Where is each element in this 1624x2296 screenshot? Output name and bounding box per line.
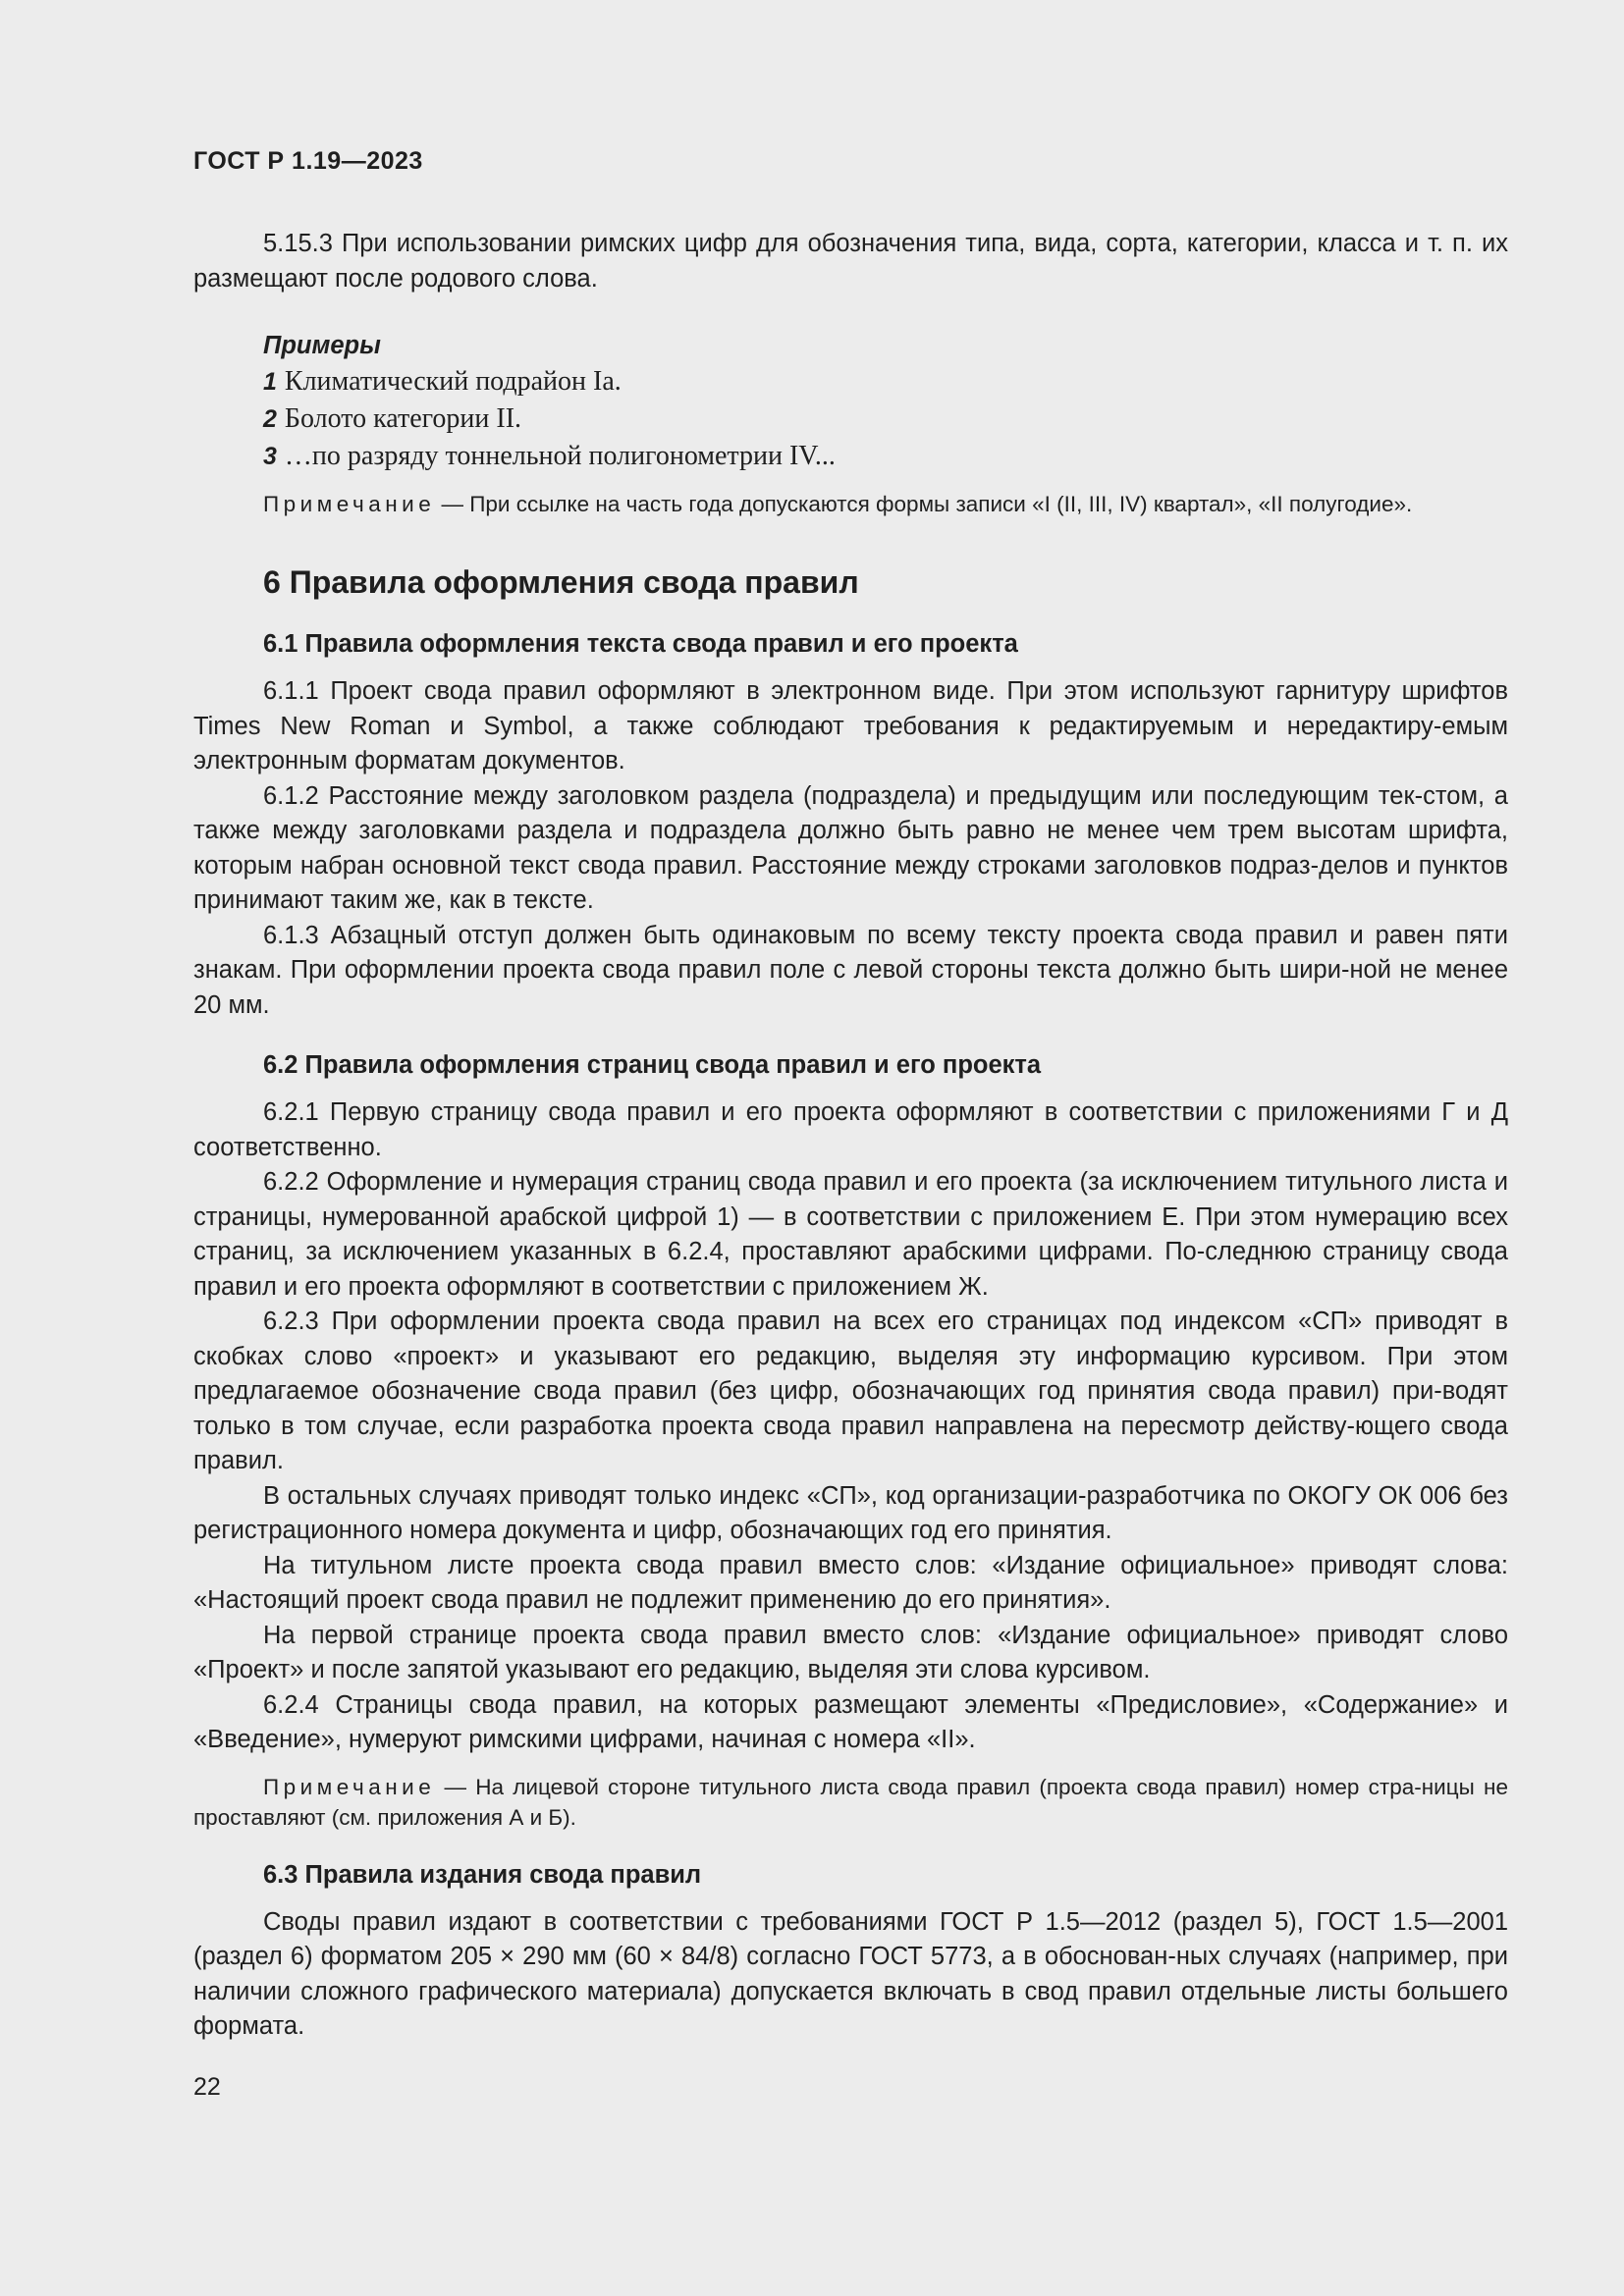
paragraph-6-2-3-other-cases: В остальных случаях приводят только индекс «СП», код организации-разработчика по ОКОГУ ОК 006 без регистрационного номера документа и цифр, обозначающих год его принятия. xyxy=(193,1481,1508,1544)
paragraph-5-15-3: 5.15.3 При использовании римских цифр для обозначения типа, вида, сорта, категории, класса и т. п. их размещают после родового слова. xyxy=(193,230,1508,293)
example-text: Болото категории II. xyxy=(284,403,522,434)
examples-title: Примеры xyxy=(263,332,381,359)
page-number: 22 xyxy=(193,2073,221,2101)
subsection-6-3-heading: 6.3 Правила издания свода правил xyxy=(263,1860,702,1889)
example-item xyxy=(263,363,1508,400)
paragraph-6-2-3-title-sheet: На титульном листе проекта свода правил вместо слов: «Издание официальное» приводят слова: «Настоящий проект свода правил не подлежит применению до его принятия». xyxy=(193,1551,1508,1614)
example-item xyxy=(263,400,1508,438)
example-item xyxy=(263,438,1508,475)
example-number: 1 xyxy=(263,368,277,396)
note-text: — На лицевой стороне титульного листа свода правил (проекта свода правил) номер стра-ницы не проставляют (см. приложения А и Б). xyxy=(193,1774,1508,1830)
paragraph-6-3: Своды правил издают в соответствии с требованиями ГОСТ Р 1.5—2012 (раздел 5), ГОСТ 1.5—2001 (раздел 6) форматом 205 × 290 мм (60 × 84/8) согласно ГОСТ 5773, а в обоснован-ных случаях (например, при наличии сложного графического материала) допускается включать в свод правил отдельные листы большего формата. xyxy=(193,1907,1508,2040)
subsection-6-2-heading: 6.2 Правила оформления страниц свода правил и его проекта xyxy=(263,1051,1042,1079)
paragraph-6-2-2: 6.2.2 Оформление и нумерация страниц свода правил и его проекта (за исключением титульного листа и страницы, нумерованной арабской цифрой 1) — в соответствии с приложением Е. При этом нумерацию всех страниц, за исключением указанных в 6.2.4, проставляют арабскими цифрами. По-следнюю страницу свода правил и его проекта оформляют в соответствии с приложением Ж. xyxy=(193,1168,1508,1301)
note-text: — При ссылке на часть года допускаются формы записи «I (II, III, IV) квартал», «II полугодие». xyxy=(435,492,1413,516)
note-paragraph xyxy=(193,1772,1508,1833)
example-number: 3 xyxy=(263,443,277,470)
paragraph-6-1-1: 6.1.1 Проект свода правил оформляют в электронном виде. При этом используют гарнитуру шрифтов Times New Roman и Symbol, а также соблюдают требования к редактируемым и нередактиру-емым электронным форматам документов. xyxy=(193,677,1508,774)
note-label: Примечание xyxy=(263,492,436,516)
example-number: 2 xyxy=(263,405,277,433)
paragraph-6-2-4: 6.2.4 Страницы свода правил, на которых размещают элементы «Предисловие», «Содержание» и «Введение», нумеруют римскими цифрами, начиная с номера «II». xyxy=(193,1690,1508,1753)
document-code-header: ГОСТ Р 1.19—2023 xyxy=(193,147,423,175)
example-text: Климатический подрайон Ia. xyxy=(284,366,622,397)
subsection-6-1-heading: 6.1 Правила оформления текста свода правил и его проекта xyxy=(263,630,1018,658)
note-paragraph xyxy=(193,489,1508,519)
paragraph-6-2-1: 6.2.1 Первую страницу свода правил и его проекта оформляют в соответствии с приложениями Г и Д соответственно. xyxy=(193,1098,1508,1161)
note-label: Примечание xyxy=(263,1774,436,1799)
paragraph-6-1-2: 6.1.2 Расстояние между заголовком раздела (подраздела) и предыдущим или последующим тек-стом, а также между заголовками раздела и подраздела должно быть равно не менее чем трем высотам шрифта, которым набран основной текст свода правил. Расстояние между строками заголовков подраз-делов и пунктов принимают таким же, как в тексте. xyxy=(193,781,1508,914)
paragraph-6-2-3-first-page: На первой странице проекта свода правил вместо слов: «Издание официальное» приводят слово «Проект» и после запятой указывают его редакцию, выделяя эти слова курсивом. xyxy=(193,1621,1508,1683)
paragraph-6-2-3: 6.2.3 При оформлении проекта свода правил на всех его страницах под индексом «СП» приводят в скобках слово «проект» и указывают его редакцию, выделяя эту информацию курсивом. При этом предлагаемое обозначение свода правил (без цифр, обозначающих год принятия свода правил) при-водят только в том случае, если разработка проекта свода правил направлена на пересмотр действу-ющего свода правил. xyxy=(193,1308,1508,1474)
paragraph-6-1-3: 6.1.3 Абзацный отступ должен быть одинаковым по всему тексту проекта свода правил и равен пяти знакам. При оформлении проекта свода правил поле с левой стороны текста должно быть шири-ной не менее 20 мм. xyxy=(193,921,1508,1019)
example-text: …по разряду тоннельной полигонометрии IV... xyxy=(284,441,836,471)
section-6-heading: 6 Правила оформления свода правил xyxy=(263,564,859,600)
